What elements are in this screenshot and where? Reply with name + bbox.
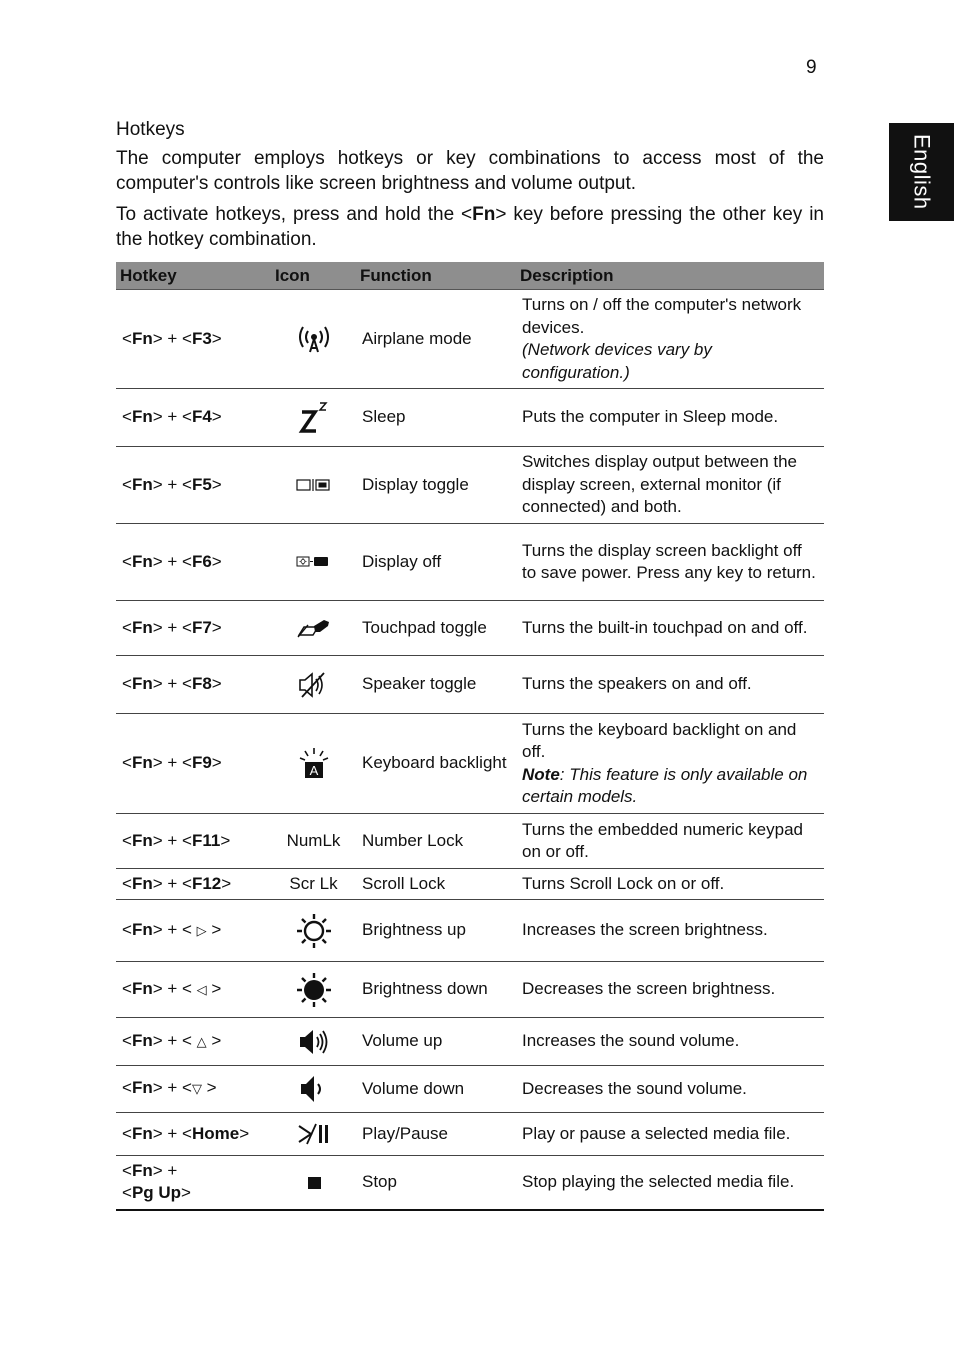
section-title: Hotkeys <box>116 119 185 140</box>
description-cell: Turns the built-in touchpad on and off. <box>516 601 824 656</box>
hotkey-cell: <Fn> + <F8> <box>116 656 271 714</box>
language-tab-label: English <box>909 134 935 210</box>
table-row <box>116 814 824 869</box>
airplane-mode-icon <box>271 290 356 389</box>
function-cell: Touchpad toggle <box>356 601 516 656</box>
volume-down-icon <box>271 1066 356 1113</box>
right-arrow-glyph: ▷ <box>196 922 207 938</box>
function-cell: Brightness up <box>356 900 516 962</box>
function-cell: Stop <box>356 1156 516 1210</box>
table-row <box>116 290 824 389</box>
touchpad-toggle-icon <box>271 601 356 656</box>
brightness-up-icon <box>271 900 356 962</box>
description-cell: Decreases the screen brightness. <box>516 962 824 1018</box>
hotkey-cell: <Fn> + <F12> <box>116 869 271 900</box>
header-function: Function <box>356 262 516 290</box>
table-row <box>116 601 824 656</box>
table-row <box>116 869 824 900</box>
svg-text:A: A <box>309 762 318 778</box>
function-cell: Sleep <box>356 389 516 447</box>
function-cell: Display toggle <box>356 447 516 524</box>
down-arrow-glyph: ▽ <box>191 1081 202 1097</box>
table-row <box>116 714 824 814</box>
intro-section <box>116 118 824 258</box>
activate-key: Fn <box>472 204 496 225</box>
description-cell: Decreases the sound volume. <box>516 1066 824 1113</box>
function-cell: Play/Pause <box>356 1113 516 1156</box>
description-cell: Puts the computer in Sleep mode. <box>516 389 824 447</box>
header-icon: Icon <box>271 262 356 290</box>
activate-text-2: > key before pressing the other key in the hotkey combination. <box>116 204 824 250</box>
table-row <box>116 1066 824 1113</box>
description-cell: Switches display output between the display screen, external monitor (if connected) and both. <box>516 447 824 524</box>
display-off-icon <box>271 524 356 601</box>
up-arrow-glyph: △ <box>196 1033 207 1049</box>
hotkey-cell: <Fn> + <F9> <box>116 714 271 814</box>
sleep-icon <box>271 389 356 447</box>
keyboard-backlight-icon <box>271 714 356 814</box>
table-row <box>116 962 824 1018</box>
table-row <box>116 447 824 524</box>
description-cell: Turns Scroll Lock on or off. <box>516 869 824 900</box>
table-row <box>116 900 824 962</box>
play-pause-icon <box>271 1113 356 1156</box>
description-cell: Turns the display screen backlight off to save power. Press any key to return. <box>516 524 824 601</box>
hotkey-cell: <Fn> + < △ > <box>116 1018 271 1066</box>
numlock-label: NumLk <box>271 814 356 869</box>
hotkey-cell: <Fn> + <Pg Up> <box>116 1156 271 1210</box>
hotkey-cell: <Fn> + <▽ > <box>116 1066 271 1113</box>
description-cell: Play or pause a selected media file. <box>516 1113 824 1156</box>
hotkey-cell: <Fn> + <F4> <box>116 389 271 447</box>
function-cell: Display off <box>356 524 516 601</box>
description-cell: Increases the screen brightness. <box>516 900 824 962</box>
brightness-down-icon <box>271 962 356 1018</box>
table-row <box>116 389 824 447</box>
table-header-row <box>116 262 824 290</box>
function-cell: Airplane mode <box>356 290 516 389</box>
page-number: 9 <box>806 57 817 78</box>
volume-up-icon <box>271 1018 356 1066</box>
hotkey-cell: <Fn> + <F3> <box>116 290 271 389</box>
function-cell: Volume up <box>356 1018 516 1066</box>
hotkey-cell: <Fn> + <F6> <box>116 524 271 601</box>
hotkey-cell: <Fn> + < ◁ > <box>116 962 271 1018</box>
scrolllock-label: Scr Lk <box>271 869 356 900</box>
hotkey-cell: <Fn> + <F5> <box>116 447 271 524</box>
speaker-toggle-icon <box>271 656 356 714</box>
description-cell: Turns the speakers on and off. <box>516 656 824 714</box>
function-cell: Speaker toggle <box>356 656 516 714</box>
description-cell: Increases the sound volume. <box>516 1018 824 1066</box>
hotkey-cell: <Fn> + < ▷ > <box>116 900 271 962</box>
header-hotkey: Hotkey <box>116 262 271 290</box>
function-cell: Scroll Lock <box>356 869 516 900</box>
activate-paragraph <box>116 202 824 252</box>
description-cell: Turns the embedded numeric keypad on or off. <box>516 814 824 869</box>
hotkey-cell: <Fn> + <Home> <box>116 1113 271 1156</box>
description-cell: Stop playing the selected media file. <box>516 1156 824 1210</box>
activate-text-1: To activate hotkeys, press and hold the < <box>116 204 473 225</box>
function-cell: Brightness down <box>356 962 516 1018</box>
table-row <box>116 1113 824 1156</box>
language-tab <box>889 123 954 221</box>
description-cell: Turns the keyboard backlight on and off. Note: This feature is only available on certain models. <box>516 714 824 814</box>
display-toggle-icon <box>271 447 356 524</box>
function-cell: Volume down <box>356 1066 516 1113</box>
header-description: Description <box>516 262 824 290</box>
stop-icon <box>271 1156 356 1210</box>
left-arrow-glyph: ◁ <box>196 981 207 997</box>
description-cell: Turns on / off the computer's network devices. (Network devices vary by configuration.) <box>516 290 824 389</box>
table-row <box>116 524 824 601</box>
hotkey-cell: <Fn> + <F11> <box>116 814 271 869</box>
hotkeys-table <box>116 262 824 1211</box>
hotkey-cell: <Fn> + <F7> <box>116 601 271 656</box>
table-row <box>116 1156 824 1210</box>
function-cell: Keyboard backlight <box>356 714 516 814</box>
table-row <box>116 1018 824 1066</box>
table-row <box>116 656 824 714</box>
intro-paragraph: The computer employs hotkeys or key combinations to access most of the computer's controls like screen brightness and volume output. <box>116 148 824 194</box>
function-cell: Number Lock <box>356 814 516 869</box>
